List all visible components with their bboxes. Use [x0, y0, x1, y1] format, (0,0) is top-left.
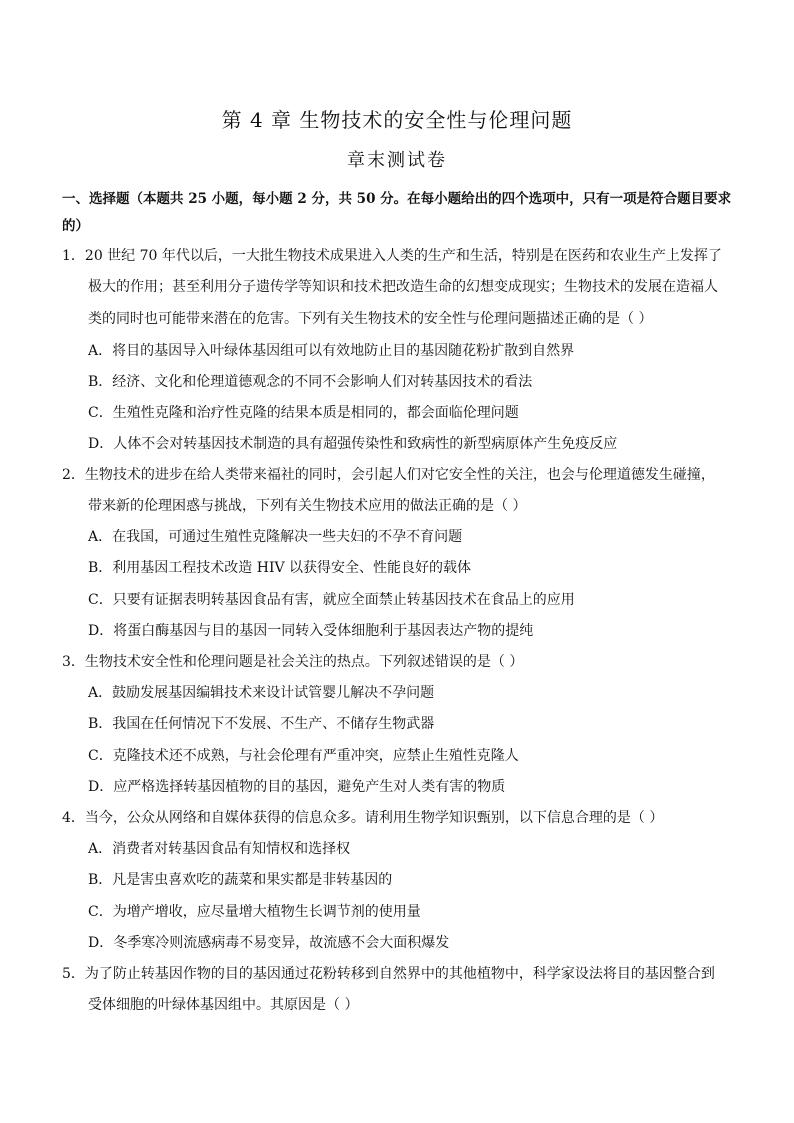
question-1-line-1: 1．20 世纪 70 年代以后，一大批生物技术成果进入人类的生产和生活，特别是在医药和农业生产上发挥了 [62, 248, 722, 264]
question-2-option-c: C．只要有证据表明转基因食品有害，就应全面禁止转基因技术在食品上的应用 [88, 592, 575, 608]
question-1-option-d: D．人体不会对转基因技术制造的具有超强传染性和致病性的新型病原体产生免疫反应 [88, 436, 618, 452]
question-3-option-d: D．应严格选择转基因植物的目的基因，避免产生对人类有害的物质 [88, 779, 506, 795]
question-4-option-b: B．凡是害虫喜欢吃的蔬菜和果实都是非转基因的 [88, 872, 393, 888]
question-4-option-d: D．冬季寒冷则流感病毒不易变异，故流感不会大面积爆发 [88, 935, 450, 951]
question-1-option-b: B．经济、文化和伦理道德观念的不同不会影响人们对转基因技术的看法 [88, 374, 533, 390]
question-5-line-2: 受体细胞的叶绿体基因组中。其原因是（ ） [88, 997, 359, 1013]
question-3-option-c: C．克隆技术还不成熟，与社会伦理有严重冲突，应禁止生殖性克隆人 [88, 748, 519, 764]
question-2-line-2: 带来新的伦理困惑与挑战，下列有关生物技术应用的做法正确的是（ ） [88, 498, 527, 514]
question-3-line-1: 3．生物技术安全性和伦理问题是社会关注的热点。下列叙述错误的是（ ） [62, 654, 524, 670]
question-3-option-b: B．我国在任何情况下不发展、不生产、不储存生物武器 [88, 716, 435, 732]
question-1-line-3: 类的同时也可能带来潜在的危害。下列有关生物技术的安全性与伦理问题描述正确的是（ ） [88, 311, 653, 327]
question-5-line-1: 5．为了防止转基因作物的目的基因通过花粉转移到自然界中的其他植物中，科学家设法将目的基因整合到 [62, 966, 715, 982]
question-4-line-1: 4．当今，公众从网络和自媒体获得的信息众多。请利用生物学知识甄别，以下信息合理的是（ ） [62, 810, 664, 826]
question-1-line-2: 极大的作用；甚至利用分子遗传学等知识和技术把改造生命的幻想变成现实；生物技术的发展在造福人 [88, 279, 718, 295]
question-2-line-1: 2．生物技术的进步在给人类带来福社的同时，会引起人们对它安全性的关注，也会与伦理道德发生碰撞， [62, 467, 715, 483]
question-4-option-a: A．消费者对转基因食品有知情权和选择权 [88, 841, 351, 857]
question-1-option-c: C．生殖性克隆和治疗性克隆的结果本质是相同的，都会面临伦理问题 [88, 405, 519, 421]
question-1-option-a: A．将目的基因导入叶绿体基因组可以有效地防止目的基因随花粉扩散到自然界 [88, 343, 575, 359]
page-subtitle: 章末测试卷 [347, 150, 447, 171]
question-2-option-d: D．将蛋白酶基因与目的基因一同转入受体细胞利于基因表达产物的提纯 [88, 623, 534, 639]
question-4-option-c: C．为增产增收，应尽量增大植物生长调节剂的使用量 [88, 904, 421, 920]
question-2-option-b: B．利用基因工程技术改造 HIV 以获得安全、性能良好的载体 [88, 560, 472, 576]
question-2-option-a: A．在我国，可通过生殖性克隆解决一些夫妇的不孕不育问题 [88, 529, 463, 545]
page-title: 第 4 章 生物技术的安全性与伦理问题 [221, 108, 573, 132]
question-3-option-a: A．鼓励发展基因编辑技术来设计试管婴儿解决不孕问题 [88, 685, 435, 701]
section-heading: 一、选择题（本题共 25 小题，每小题 2 分，共 50 分。在每小题给出的四个选项中，只有一项是符合题目要求的） [62, 191, 732, 234]
